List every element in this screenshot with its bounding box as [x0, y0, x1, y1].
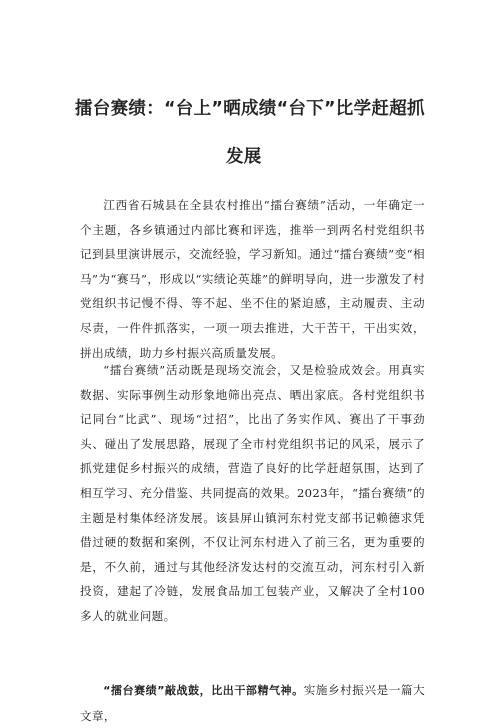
paragraph-3-lead: “擂台赛绩”敲战鼓，比出干部精气神。 — [103, 684, 304, 697]
document-title-line-2: 发展 — [226, 147, 262, 167]
paragraph-2: “擂台赛绩”活动既是现场交流会，又是检验成效会。用真实数据、实际事例生动形象地筛出亮点、晒出家底。各村党组织书记同台“比武”、现场“过招”，比出了务实作风、赛出了干事劲头、碰出了发展思路，展现了全市村党组织书记的风采，展示了抓党建促乡村振兴的成绩，营造了良好的比学赶超氛围，达到了相互学习、充分借鉴、共同提高的效果。2023年，“擂台赛绩”的主题是村集体经济发展。该县屏山镇河东村党支部书记赖德求凭借过硬的数据和案例，不仅让河东村进入了前三名，更为重要的是，不久前，通过与其他经济发达村的交流互动，河东村引入新投资，建起了冷链，发展食品加工包装产业，又解决了全村100多人的就业问题。 — [80, 363, 425, 623]
paragraph-1: 江西省石城县在全县农村推出“擂台赛绩”活动，一年确定一个主题，各乡镇通过内部比赛和评选，推举一到两名村党组织书记到县里演讲展示，交流经验，学习新知。通过“擂台赛绩”变“相马”为“赛马”，形成以“实绩论英雄”的鲜明导向，进一步激发了村党组织书记慢不得、等不起、坐不住的紧迫感，主动履责、主动尽责，一件件抓落实，一项一项去推进，大干苦干，干出实效，拼出成绩，助力乡村振兴高质量发展。 — [80, 198, 425, 360]
paragraph-3-text: 实施乡村振兴是一篇大文章， — [80, 683, 425, 723]
document-title-line-1: 擂台赛绩：“台上”晒成绩“台下”比学赶超抓 — [75, 99, 425, 119]
paragraph-3 — [80, 678, 425, 728]
